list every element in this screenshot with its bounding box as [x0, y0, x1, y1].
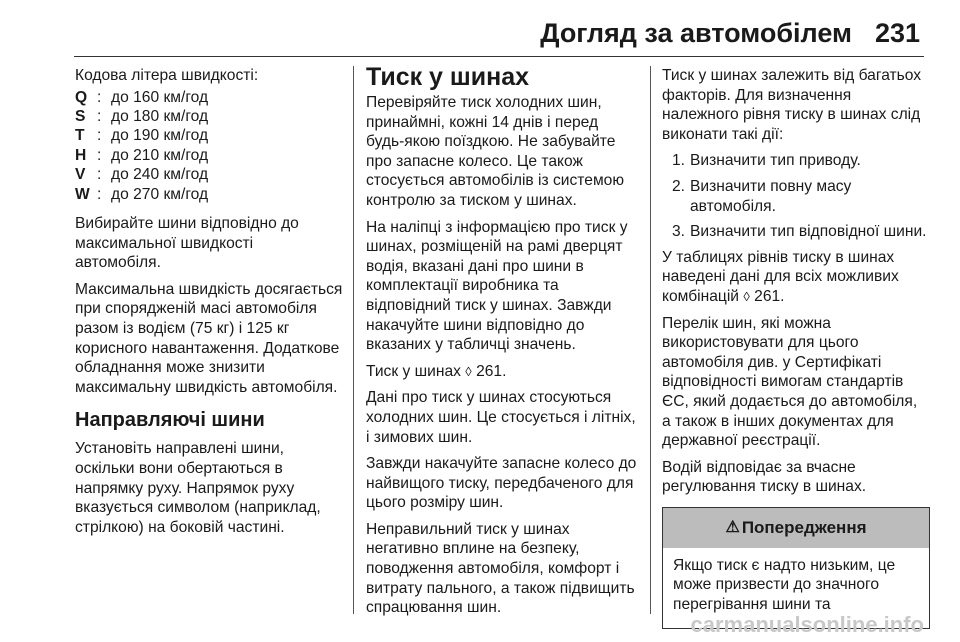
paragraph: Перевіряйте тиск холодних шин, принаймні, кожні 14 днів і перед будь-якою поїздкою. Не забувайте про запасне колесо. Це також стосується автомобілів із системою контролю за тиском у шинах. [366, 94, 625, 209]
speed-code-table [75, 88, 343, 204]
paragraph-cross-reference [662, 248, 930, 307]
watermark: carmanualsonline.info [690, 612, 924, 637]
column-divider-2 [650, 66, 651, 614]
speed-separator: : [97, 127, 102, 145]
speed-value: до 190 км/год [111, 127, 209, 145]
speed-row [75, 165, 343, 184]
speed-letter: T [75, 127, 85, 145]
step-number: 2. [672, 177, 686, 195]
warning-box [662, 507, 930, 629]
step-text: Визначити тип приводу. [690, 152, 861, 170]
speed-separator: : [97, 166, 102, 184]
speed-letter: Q [75, 88, 88, 106]
reference-text: Тиск у шинах [366, 362, 461, 380]
paragraph: Водій відповідає за вчасне регулювання тиску в шинах. [662, 458, 867, 496]
step-text: Визначити повну масу автомобіля. [690, 177, 852, 215]
speed-letter: H [75, 146, 87, 164]
speed-separator: : [97, 88, 102, 106]
header-title: Догляд за автомобілем [540, 18, 852, 48]
speed-letter: V [75, 166, 86, 184]
page-reference-link[interactable]: 261. [754, 287, 785, 305]
page-reference-arrow-icon: ◊ [465, 363, 472, 379]
speed-separator: : [97, 108, 102, 125]
reference-text: У таблицях рівнів тиску в шинах наведені дані для всіх можливих комбінацій [662, 248, 899, 305]
step-text: Визначити тип відповідної шини. [690, 223, 927, 241]
column-3 [662, 66, 930, 629]
speed-intro: Кодова літера швидкості: [75, 67, 259, 84]
speed-row [75, 107, 343, 126]
warning-header [663, 508, 929, 548]
speed-row [75, 126, 343, 145]
speed-row [75, 146, 343, 165]
paragraph: Неправильний тиск у шинах негативно вплине на безпеку, поводження автомобіля, комфорт і витрату пального, а також підвищить спрацювання шин. [366, 520, 635, 617]
paragraph: Вибирайте шини відповідно до максимальної швидкості автомобіля. [75, 215, 299, 272]
step-number: 1. [672, 152, 686, 170]
speed-letter: S [75, 108, 86, 125]
speed-value: до 240 км/год [111, 166, 209, 184]
paragraph: Завжди накачуйте запасне колесо до найвищого тиску, передбаченого для цього розміру шин. [366, 455, 637, 512]
speed-letter: W [75, 185, 90, 203]
speed-separator: : [97, 185, 102, 203]
page-reference-arrow-icon: ◊ [743, 288, 750, 304]
paragraph: Тиск у шинах залежить від багатьох факторів. Для визначення належного рівня тиску в шинах слід виконати такі дії: [662, 67, 922, 143]
column-2 [366, 63, 638, 625]
step-number: 3. [672, 223, 686, 241]
speed-value: до 270 км/год [111, 185, 209, 203]
section-heading-tire-pressure: Тиск у шинах [366, 63, 530, 91]
paragraph: Максимальна швидкість досягається при спорядженій масі автомобіля разом із водієм (75 кг) і 125 кг корисного навантаження. Додаткове обладнання може знизити максимальну швидкість автомобіля. [75, 280, 343, 396]
list-item [662, 222, 930, 242]
paragraph: Дані про тиск у шинах стосуються холодних шин. Це стосується і літніх, і зимових шин. [366, 389, 636, 446]
header-divider [74, 56, 924, 57]
speed-value: до 180 км/год [111, 108, 209, 125]
paragraph: Перелік шин, які можна використовувати для цього автомобіля див. у Сертифікаті відповідності вимогам стандартів ЄС, який додається до автомобіля, а також в інших документах для державної реєстрації. [662, 314, 918, 450]
column-divider-1 [353, 66, 354, 614]
speed-row [75, 88, 343, 107]
paragraph: На наліпці з інформацією про тиск у шинах, розміщеній на рамі дверцят водія, вказані дані про шини в комплектації виробника та відповідний тиск у шинах. Завжди накачуйте шини відповідно до вказаних у табличці значень. [366, 218, 628, 354]
section-heading-directional-tires: Направляючі шини [75, 409, 265, 432]
page-number: 231 [874, 18, 920, 48]
speed-row [75, 185, 343, 204]
speed-separator: : [97, 146, 102, 164]
speed-value: до 210 км/год [111, 146, 209, 164]
warning-triangle-icon: ⚠ [725, 519, 740, 537]
paragraph: Установіть направлені шини, оскільки вони обертаються в напрямку руху. Напрямок руху вказується символом (наприклад, стрілкою) на боковій частині. [75, 440, 321, 536]
warning-body: Якщо тиск є надто низьким, це може призвести до значного перегрівання шини та [673, 556, 896, 614]
list-item [662, 177, 930, 216]
page-reference-link[interactable]: 261. [476, 362, 507, 380]
paragraph-cross-reference [366, 362, 638, 382]
speed-value: до 160 км/год [111, 88, 209, 106]
list-item [662, 151, 930, 171]
warning-title: Попередження [741, 518, 867, 538]
column-1 [75, 66, 343, 544]
steps-list [662, 151, 930, 241]
